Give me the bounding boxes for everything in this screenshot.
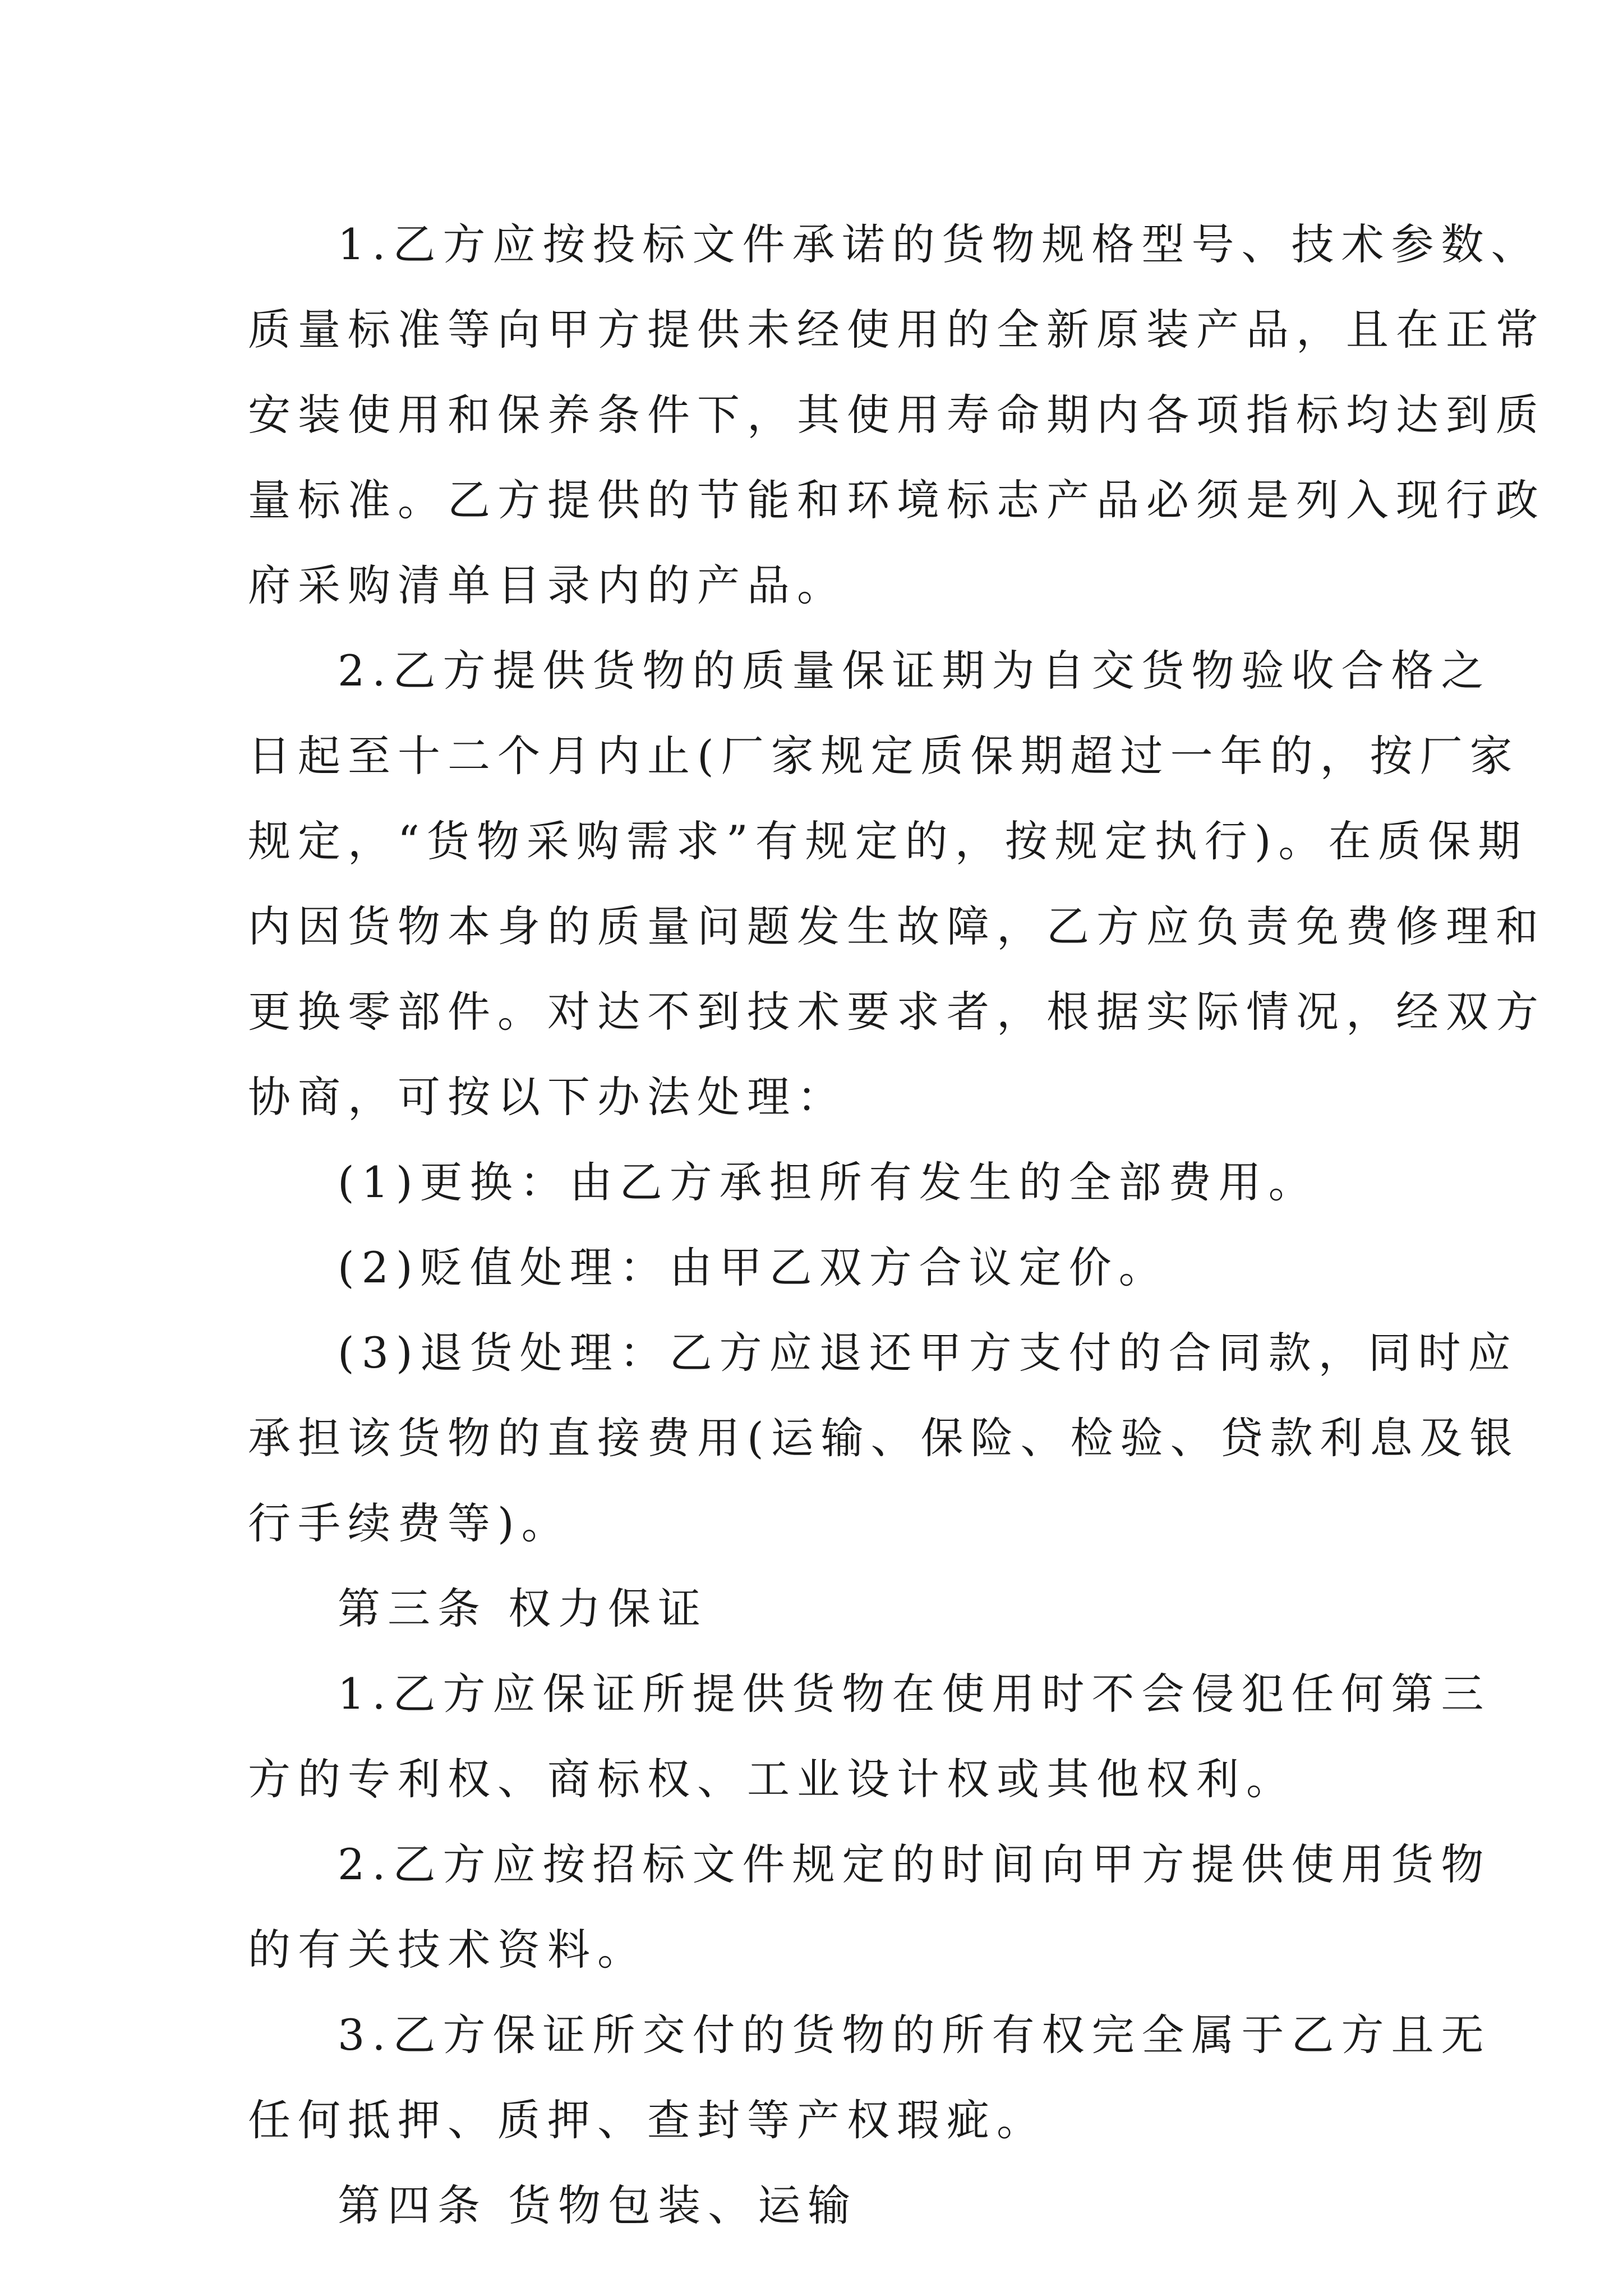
clause-2-item-1-line: 质量标准等向甲方提供未经使用的全新原装产品，且在正常: [248, 305, 1546, 355]
clause-2-item-2-line: 内因货物本身的质量问题发生故障，乙方应负责免费修理和: [248, 901, 1546, 951]
remedy-replace: (1)更换：由乙方承担所有发生的全部费用。: [338, 1157, 1318, 1207]
clause-3-heading: 第三条 权力保证: [338, 1584, 708, 1634]
clause-2-item-1-line: 1.乙方应按投标文件承诺的货物规格型号、技术参数、: [338, 219, 1541, 269]
clause-3-item-1-line: 1.乙方应保证所提供货物在使用时不会侵犯任何第三: [338, 1669, 1491, 1719]
clause-2-item-1-line: 量标准。乙方提供的节能和环境标志产品必须是列入现行政: [248, 475, 1546, 525]
clause-3-item-1-line: 方的专利权、商标权、工业设计权或其他权利。: [248, 1754, 1296, 1804]
clause-2-item-2-line: 协商，可按以下办法处理：: [248, 1072, 847, 1122]
clause-3-item-2-line: 2.乙方应按招标文件规定的时间向甲方提供使用货物: [338, 1839, 1491, 1889]
clause-2-item-2-line: 日起至十二个月内止(厂家规定质保期超过一年的，按厂家: [248, 731, 1520, 781]
clause-2-item-2-line: 2.乙方提供货物的质量保证期为自交货物验收合格之: [338, 646, 1491, 696]
clause-2-item-1-line: 安装使用和保养条件下，其使用寿命期内各项指标均达到质: [248, 390, 1546, 440]
remedy-depreciation: (2)贬值处理：由甲乙双方合议定价。: [338, 1243, 1169, 1292]
remedy-return-line: (3)退货处理：乙方应退还甲方支付的合同款，同时应: [338, 1328, 1518, 1378]
remedy-return-line: 行手续费等)。: [248, 1498, 571, 1548]
clause-2-item-1-line: 府采购清单目录内的产品。: [248, 560, 847, 610]
remedy-return-line: 承担该货物的直接费用(运输、保险、检验、贷款利息及银: [248, 1413, 1520, 1463]
clause-2-item-2-line: 规定，“货物采购需求”有规定的，按规定执行)。在质保期: [248, 816, 1528, 866]
clause-3-item-3-line: 任何抵押、质押、查封等产权瑕疵。: [248, 2095, 1046, 2145]
clause-2-item-2-line: 更换零部件。对达不到技术要求者，根据实际情况，经双方: [248, 987, 1546, 1037]
clause-3-item-3-line: 3.乙方保证所交付的货物的所有权完全属于乙方且无: [338, 2010, 1491, 2060]
clause-4-heading: 第四条 货物包装、运输: [338, 2180, 858, 2230]
clause-3-item-2-line: 的有关技术资料。: [248, 1925, 647, 1975]
